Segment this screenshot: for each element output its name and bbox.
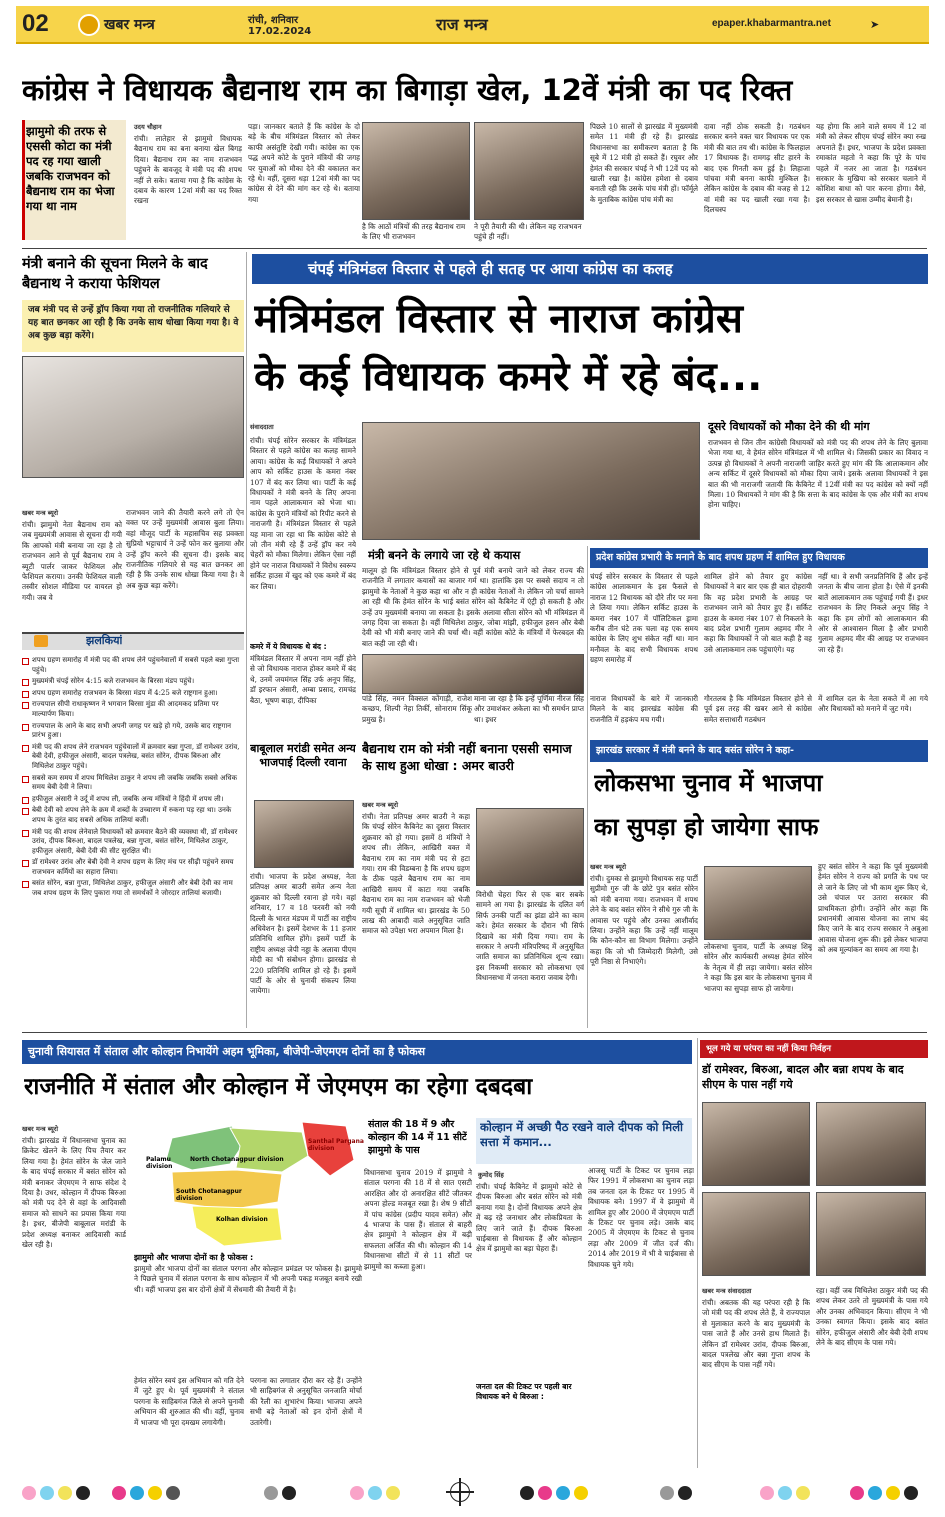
amar-headline: बैद्यनाथ राम को मंत्री नहीं बनाना एससी समाज के साथ हुआ धोखा : अमर बाउरी [362,741,572,773]
kolhan-headline: कोल्हान में अच्छी पैठ रखने वाले दीपक को मिली सत्ता में कमान... [480,1120,683,1149]
reg-mark [264,1486,278,1500]
top-headline: कांग्रेस ने विधायक बैद्यनाथ राम का बिगाड़ा खेल, 12वें मंत्री का पद रिक्त [22,73,793,107]
basant-byline: खबर मन्त्र ब्यूरो [590,863,627,871]
rameshwar-col-2: रहा। वहीं जब मिथिलेश ठाकुर मंत्री पद की शपथ लेकर उतरे तो मुख्यमंत्री के पास गये और उनका अभिवादन किया। सीएम ने भी उनका स्वागत किया। इसके बाद बसंत सोरेन, हफीजुल अंसारी और बेबी देवी शपथ लेने के बाद सीएम के पास गये। [816,1286,928,1348]
highlights-header [22,632,244,650]
reg-mark [166,1486,180,1500]
amar-byline: खबर मन्त्र ब्यूरो [362,801,399,809]
reg-mark [850,1486,864,1500]
reg-mark [574,1486,588,1500]
list-item: शपथ ग्रहण समारोह में मंत्री पद की शपथ लेने पहुंचनेवालों में सबसे पहले बन्ना गुप्ता पहुंचे। [22,656,244,675]
main-kicker-band: चंपई मंत्रिमंडल विस्तार से पहले ही सतह पर आया कांग्रेस का कलह [252,254,928,284]
map-label-north: North Chotanagpur division [190,1156,284,1163]
santhal-col-4: परगना का लगातार दौरा कर रहे हैं। उन्होंने भी साहिबगंज से अनुसूचित जनजाति मोर्चा की रैली का शुभारंभ किया। भाजपा अपने सभी बड़े नेताओं को इन दोनों क्षेत्रों में उतारेगी। [250,1376,362,1427]
basant-headline-2: का सुपड़ा हो जायेगा साफ [594,813,819,841]
kolhan-col-1: रांची। चंपई कैबिनेट में झामुमो कोटे से दीपक बिरुआ और बसंत सोरेन को मंत्री बनाया गया है। दोनों विधायक अपने क्षेत्र में बढ़ रहे जनाधार और लोकप्रियता के लिए जाने जाते हैं। दीपक बिरुआ चाईबासा से विधायक हैं और कोल्हान क्षेत्र में झामुमो का बड़ा चेहरा हैं। [476,1182,582,1254]
reg-mark [368,1486,382,1500]
babulal-photo [254,800,354,868]
top-byline: उदय चौहान [134,123,162,131]
reg-mark [148,1486,162,1500]
santhal-col-3: हेमंत सोरेन स्वयं इस अभियान को गति देने में जुटे हुए थे। पूर्व मुख्यमंत्री ने संताल परगना के साहिबगंज जिले से अपने चुनावी अभियान की शुरुआत की थी। वहीं, चुनाव में भाजपा भी पूरा दमखम लगायेगी। [134,1376,244,1427]
oath-photo-2 [816,1102,926,1186]
jharkhand-map [132,1116,362,1250]
main-photo [362,422,700,540]
list-item: डॉ रामेश्वर उरांव और बेबी देवी ने शपथ ग्रहण के लिए मंच पर सीढ़ी पहुंचने समय राजभवन कर्मियों का सहारा लिया। [22,858,244,877]
divider-mid [22,1032,927,1033]
top-quote: झामुमो की तरफ से एससी कोटा का मंत्री पद रह गया खाली जबकि राजभवन को बैद्यनाथ राम का भेजा गया था नाम [26,124,115,213]
rule [587,546,588,1028]
highlights-title: झलकियां [86,634,123,647]
pradesh-col-5: गौरतलब है कि मंत्रिमंडल विस्तार होने से पूर्व इस तरह की खबर आने से कांग्रेस समेत सत्ताधारी गठबंधन [704,694,812,724]
reg-mark [22,1486,36,1500]
cursor-icon: ➤ [870,18,880,31]
list-item: बेबी देवी को शपथ लेने के क्रम में शब्दों के उच्चारण में रुकना पड़ रहा था। उनके शपथ के तुरंत बाद सबसे अधिक तालियां बजीं। [22,806,244,825]
rameshwar-byline: खबर मन्त्र संवाददाता [702,1287,752,1295]
pradesh-band: प्रदेश कांग्रेस प्रभारी के मनाने के बाद शपथ ग्रहण में शामिल हुए विधायक [590,548,928,568]
reg-mark [40,1486,54,1500]
map-label-palamu: Palamu division [146,1156,173,1170]
basant-photo [704,866,812,940]
section-name: राज मन्त्र [436,15,488,34]
crosshair-icon-v [459,1478,461,1506]
pradesh-col-1: चंपई सोरेन सरकार के विस्तार से पहले कांग्रेस आलाकमान के इस फैसले से नाराज 12 विधायक को दौरे तीर पर मना ले लिया गया। लेकिन सर्किट हाउस के कमरा नंबर 107 में पॉलिटिकल ड्रामा करीब तीन घंटे तक चला वह एक समय कांग्रेस के लिए शुभ संकेत नहीं था। मान मनौवल के बाद सभी विधायक शपथ ग्रहण समारोह में [590,572,698,665]
main-headline-1: मंत्रिमंडल विस्तार से नाराज कांग्रेस [254,296,743,342]
highlights-list [22,656,244,1018]
reg-mark [796,1486,810,1500]
reg-mark [660,1486,674,1500]
babulal-col: रांची। भाजपा के प्रदेश अध्यक्ष, नेता प्रतिपक्ष अमर बाउरी समेत अन्य नेता शुक्रवार को दिल्ली रवाना हो गये। वहां शनिवार, 17 व 18 फरवरी को नयी दिल्ली के भारत मंडपम में पार्टी का राष्ट्रीय अधिवेशन है। इसमें देशभर के 11 हजार प्रतिनिधि शामिल होंगे। इसमें पार्टी के राष्ट्रीय अध्यक्ष जेपी नड्डा के अलावा पीएम मोदी का भी संबोधन होगा। झारखंड से 220 प्रतिनिधि शामिल हो रहे हैं। इसमें पार्टी के ओर से चुनावी संकल्प लिया जायेगा। [250,872,356,996]
main-byline: संवाददाता [250,423,274,431]
list-item: मंत्री पद की शपथ लेनेवाले विधायकों को क्रमवार बैठने की व्यवस्था थी, डॉ रामेश्वर उरांव, दीपक बिरुआ, बादल पत्रलेख, बन्ना गुप्ता, बसंत सोरेन, मिथिलेश ठाकुर, हफीजुल अंसारी, बेबी देवी की सीट सुरक्षित थी। [22,828,244,857]
reg-mark [904,1486,918,1500]
seats-box-title: संताल की 18 में 9 और कोल्हान की 14 में 11 सीटें झामुमो के पास [368,1119,467,1156]
basant-kicker-band: झारखंड सरकार में मंत्री बनने के बाद बसंत सोरेन ने कहा- [590,740,928,762]
basant-caption: लोकसभा चुनाव, पार्टी के अध्यक्ष शिबू सोरेन और कार्यकारी अध्यक्ष हेमंत सोरेन के नेतृत्व में ही लड़ा जायेगा। बसंत सोरेन ने कहा कि इस बार के लोकसभा चुनाव में भाजपा का सुपड़ा साफ हो जायेगा। [704,942,812,993]
top-col-1: रांची। लातेहार से झामुमो विधायक बैद्यनाथ राम का बना बनाया खेल बिगड़ दिया। बैद्यनाथ राम का नाम राजभवन पहुंचने के बावजूद वे मंत्री पद की शपथ नहीं ले सके। बताया गया है कि कांग्रेस के दबाव के कारण 12वां मंत्री का पद रिक्त रखना [134,134,242,206]
top-col-2: पड़ा। जानकार बताते हैं कि कांग्रेस के दो बड़े के बीच मंत्रिमंडल विस्तार को लेकर काफी असंतुष्टि देखी गयी। कांग्रेस का एक पद्ध अपने कोटे के पुराने मंत्रियों की जगह पर युवाओं को मौका देने की वकालत कर रहे थे। वहीं, दूसरा धड़ा 12वां मंत्री का पद कांग्रेस से देने की मांग कर रहे थे। बताया गया [248,122,360,204]
main-caption-2: माना जा रहा है कि इन्हें पूर्णिमा नीरज सिंह और उमाशंकर अकेला का भी समर्थन प्राप्त था। इधर [474,694,584,724]
list-item: मुख्यमंत्री चंपई सोरेन 4:15 बजे राजभवन के बिरसा मंडप पहुंचे। [22,677,244,687]
top-photo-1 [362,122,470,220]
rameshwar-col-1: रांची। अबतक की यह परंपरा रही है कि जो मंत्री पद की शपथ लेते हैं, वे राज्यपाल से मुलाकात करने के बाद मुख्यमंत्री के पास जाते हैं और उनसे हाथ मिलाते हैं। लेकिन डॉ रामेश्वर उरांव, दीपक बिरुआ, बादल पत्रलेख और बन्ना गुप्ता शपथ के बाद सीएम के पास नहीं गये। [702,1298,810,1370]
facial-col-1: रांची। झामुमो नेता बैद्यनाथ राम को जब मुख्यमंत्री आवास से सूचना दी गयी कि आपको मंत्री बनाया जा रहा है तो राजभवन आने से पूर्व बैद्यनाथ राम ने ब्यूटी पार्लर जाकर फेशियल और फेशियल कराया। उनकी फेशियल वाली तस्वीर सोशल मीडिया पर वायरल हो गयी। जब वे [22,520,122,602]
list-item: राज्यपाल के आने के बाद सभी अपनी जगह पर खड़े हो गये, उसके बाद राष्ट्रगान प्रारंभ हुआ। [22,722,244,741]
santhal-byline: खबर मन्त्र ब्यूरो [22,1125,59,1133]
santhal-kicker-band: चुनावी सियासत में संताल और कोल्हान निभायेंगे अहम भूमिका, बीजेपी-जेएमएम दोनों का है फोकस [22,1040,692,1064]
santhal-col-2: झामुमो और भाजपा दोनों का संताल परगना और कोल्हान प्रमंडल पर फोकस है। झामुमो ने पिछले चुनाव में संताल परगना के साथ कोल्हान में भी अपनी पकड़ मजबूत बनाये रखी थी। वहीं भाजपा इस बार दोनों क्षेत्रों में सेंधमारी की तैयारी में है। [134,1264,362,1294]
reg-mark [886,1486,900,1500]
top-caption-2: ने पूरी तैयारी की थी। लेकिन वह राजभवन पहुंचे ही नहीं। [474,222,582,241]
rameshwar-kicker-band: भूल गये या परंपरा का नहीं किया निर्वहन [700,1040,928,1058]
reg-mark [76,1486,90,1500]
reg-mark [350,1486,364,1500]
top-col-5: यह होगा कि आने वाले समय में 12 वां मंत्री को लेकर सीएम चंपई सोरेन क्या रुख अपनाते हैं। इधर, भाजपा के प्रदेश प्रवक्ता रमाकांत महतो ने कहा कि पूरे के पांच पहले में नजर आ जाता है। गठबंधन सरकार के मुखिया को सरकार चलाने में कोशिश बाधा को पार करना होगा। वैसे, इस सरकार से खास उम्मीद बेमानी है। [816,122,926,204]
main-sub-2: मंत्री बनने के लगाये जा रहे थे कयास [368,548,521,562]
epaper-link[interactable]: epaper.khabarmantra.net [712,18,831,29]
kolhan-subhead: जनता दल की टिकट पर पहली बार विधायक बने थे बिरुआ : [476,1382,572,1401]
others-col: राजभवन से जिन तीन कांग्रेसी विधायकों को मंत्री पद की शपथ लेने के लिए बुलावा भेजा गया था, वे हेमंत सोरेन मंत्रिमंडल में भी शामिल थे। जिसकी प्रकार का विवाद न उत्पन्न हो विधायकों ने अपनी नाराजगी जाहिर करते हुए मांग की कि आलाकमान और अन्य सर्किट में दूसरे विधायकों को मौका दिया जाये। इसके अलावा विधायकों ने इस बात की भी नाराजगी जतायी कि कैबिनेट में 12वीं मंत्री का पद कांग्रेस को क्यों नहीं मिला। 10 विधायकों ने मांग की है कि सत्ता के बाद कांग्रेस के एक और मंत्री का शपथ होना चाहिए। [708,438,928,510]
pradesh-col-4: नाराज विधायकों के बारे में जानकारी मिलने के बाद झारखंड कांग्रेस की राजनीति में हड़कंप मच गयी। [590,694,698,724]
santhal-headline: राजनीति में संताल और कोल्हान में जेएमएम का रहेगा दबदबा [24,1074,533,1100]
list-item: बसंत सोरेन, बन्ना गुप्ता, मिथिलेश ठाकुर, हफीजुल अंसारी और बेबी देवी का नाम जब शपथ ग्रहण के लिए पुकारा गया तो समर्थकों ने जोरदार तालियां बजायी। [22,879,244,898]
top-col-3: पिछले 10 सालों से झारखंड में मुख्यमंत्री समेत 11 मंत्री ही रहे हैं। झारखंड विधानसभा का समीकरण बताता है कि सूबे में 12 मंत्री हो सकते हैं। रघुवर और हेमंत की सरकार चंपई ने भी 12वें पद को खाली रखा है। कांग्रेस हमेशा से दबाव बनाती रही कि उसके पांच मंत्री हों। फॉर्मूले के मुताबिक कांग्रेस पांच मंत्री का [590,122,698,204]
issue-date: 17.02.2024 [248,26,312,37]
pradesh-col-3: नहीं था। वे सभी जनप्रतिनिधि हैं और इन्हें जनता के बीच जाना होता है। ऐसे में इनकी बातें आलाकमान तक पहुंचाई गयी हैं। इधर राजभवन के लिए निकले अनूप सिंह ने कहा कि हम लोगों को आलाकमान की ओर से आश्वासन मिला है और प्रभारी गुलाम अहमद मीर की आग्रह पर राजभवन जा रहे हैं। [818,572,928,654]
rule [246,252,247,1028]
reg-mark [282,1486,296,1500]
main-col-1b: मंत्रिमंडल विस्तार में अपना नाम नहीं होने से जो विधायक नाराज होकर कमरे में बंद थे, उनमें जयमंगल सिंह उर्फ अनूप सिंह, डॉ इरफान अंसारी, अम्बा प्रसाद, रामचंद्र बैठा, भूषण बाड़ा, दीपिका [250,654,356,705]
seats-box-col: विधानसभा चुनाव 2019 में झामुमो ने संताल परगना की 18 में से सात एसटी आरक्षित और दो अनारक्षित सीटें जीतकर अपना होल्ड मजबूत रखा है। शेष 9 सीटों में पांच कांग्रेस (प्रदीप यादव समेत) और 4 भाजपा के पास हैं। संताल से बाहरी क्षेत्र झामुमो ने कोल्हान क्षेत्र में बढ़ी सफलता अर्जित की थी। कोल्हान की 14 विधानसभा सीटों में से 11 सीटों पर झामुमो का कब्जा हुआ। [364,1168,472,1271]
list-item: शपथ ग्रहण समारोह राजभवन के बिरसा मंडप में 4:25 बजे राष्ट्रगान हुआ। [22,689,244,699]
facial-photo [22,356,244,478]
reg-mark [58,1486,72,1500]
page-number: 02 [22,10,49,37]
basant-headline-1: लोकसभा चुनाव में भाजपा [594,769,823,797]
amar-photo [476,808,584,886]
facial-col-2: राजभवन जाने की तैयारी करने लगे तो ऐन वक्त पर उन्हें मुख्यमंत्री आवास बुला लिया। वहां मौजूद पार्टी के महासचिव सह प्रवक्ता सुप्रियो भट्टाचार्य ने उन्हें फोन कर बुलाया और उन्हें ड्रॉप करने की सूचना दी। इसके बाद राजनीतिक गलियारे से यह बात छनकर आ रही है कि उनके साथ धोखा किया गया है। वे अब कुछ बड़ा करेंगे। [126,508,244,590]
list-item: राज्यपाल सीपी राधाकृष्णन ने भगवान बिरसा मुंडा की आदमकद प्रतिमा पर माल्यार्पण किया। [22,700,244,719]
babulal-headline: बाबूलाल मरांडी समेत अन्य भाजपाई दिल्ली रवाना [250,742,356,769]
amar-col-2: विरोधी चेहरा फिर से एक बार सबके सामने आ गया है। झारखंड के दलित वर्ग सिर्फ उनकी पार्टी का झंडा ढोने का काम करे। हेमंत सरकार के दौरान भी सिर्फ दिखावे का मंत्री दिया गया। राम के सरकार ने अपनी मंत्रिपरिषद में अनुसूचित जाति समाज का प्रतिनिधित्व शून्य रखा। इस निकम्मी सरकार को लोकसभा एवं विधानसभा में जनता करारा जवाब देगी। [476,890,584,983]
kolhan-col-2: आजसू पार्टी के टिकट पर चुनाव लड़ा फिर 1991 में लोकसभा का चुनाव लड़ा तब जनता दल के टिकट पर 1995 में विधायक बने। 1997 में वे झामुमो में शामिल हुए और 2000 में जेएमएम पार्टी के टिकट पर चुनाव लड़े। उसके बाद 2005 में जेएमएम के टिकट से चुनाव लड़ा और 2009 में जीत दर्ज की। 2014 और 2019 में भी वे चाईबासा से विधायक चुने गये। [588,1166,694,1269]
main-sub-1: कमरे में ये विधायक थे बंद : [250,642,327,651]
oath-photo-1 [702,1102,810,1186]
oath-photo-4 [816,1192,926,1276]
main-photo-2 [362,654,584,694]
reg-mark [556,1486,570,1500]
rule [697,1038,698,1468]
main-headline-2: के कई विधायक कमरे में रहे बंद... [254,354,763,400]
brand-logo-icon [78,14,100,36]
rameshwar-headline: डॉ रामेश्वर, बिरुआ, बादल और बन्ना शपथ के बाद सीएम के पास नहीं गये [702,1063,904,1091]
brand-name: खबर मन्त्र [104,17,155,33]
top-col-4: दावा नहीं ठोक सकती है। गठबंधन सरकार बनने वक्त चार विधायक पर एक मंत्री की बात तय थी। कांग्रेस के फिलहाल 17 विधायक हैं। रामगढ़ सीट हारने के बाद एक गिनती कम हुई है। लिहाजा पांचवा मंत्री बनना काफी मुश्किल है। लेकिन कांग्रेस के दबाव की वजह से 12 वां मंत्री का पद खाली रखा गया है। दिलचस्प [704,122,810,215]
pradesh-col-2: शामिल होने को तैयार हुए कांग्रेस विधायकों ने बार बार एक ही बात दोहरायी कि वह प्रदेश प्रभारी के आग्रह पर राजभवन जाने को तैयार हुए हैं। सर्किट हाउस के कमरा नंबर 107 से निकलने के बाद प्रदेश प्रभारी गुलाम अहमद मीर ने कहा कि विधायकों ने जो बात कही है वह उसे आलाकमान तक पहुंचाएंगे। यह [704,572,812,654]
list-item: हफीजुल अंसारी ने उर्दू में शपथ ली, जबकि अन्य मंत्रियों ने हिंदी में शपथ ली। [22,795,244,805]
map-label-south: South Chotanagpur division [176,1188,242,1202]
basant-col-2: हुए बसंत सोरेन ने कहा कि पूर्व मुख्यमंत्री हेमंत सोरेन ने राज्य को प्रगति के पथ पर ले जाने के लिए जो भी काम शुरू किए थे, उसे चंपाल पर उतारा सरकार की प्राथमिकता होगी। उन्होंने ओर कहा कि प्रधानमंत्री आवास योजना का लाभ बंद किए जाने के बाद राज्य सरकार ने अबुआ आवास योजना शुरू की। इसे लेकर भाजपा को अब मूल्यांकन का समय आ गया है। [818,862,928,955]
kolhan-byline: कुमोद सिंह [478,1171,504,1179]
amar-col-1: रांची। नेता प्रतिपक्ष अमर बाउरी ने कहा कि चंपई सोरेन कैबिनेट का दूसरा विस्तार शुक्रवार को हो गया। इसमें 8 मंत्रियों ने शपथ ली। लेकिन, आखिरी वक्त में बैद्यनाथ राम का नाम मंत्री पद से हटा गया। राम की विडम्बना है कि शपथ ग्रहण के ठीक पहले बैद्यनाथ राम का नाम आखिरी समय में काटा गया जबकि बैद्यनाथ राम का नाम राजभवन को भेजी गयी सूची में शामिल था। झारखंड के 50 लाख की आबादी वाले अनुसूचित जाति समाज को उपेक्षा भरा अपमान मिला है। [362,812,470,936]
map-label-santhal: Santhal Pargana division [308,1138,364,1152]
reg-mark [112,1486,126,1500]
main-col-2: मालूम हो कि मंत्रिमंडल विस्तार होने से पूर्व मंत्री बनाये जाने को लेकर राज्य की राजनीति में लगातार कयासों का बाजार गर्म था। हालांकि इस पर सबसे सदाय न तो झामुमो के नेताओं ने कुछ कहा था और न ही कांग्रेस नेताओं ने। लेकिन जो चर्चा सामने आ रही थी कि हेमंत सोरेन के भाई बसंत सोरेन को कैबिनेट में एंट्री हो सकती है और उन्हें उप मुख्यमंत्री बनाया जा सकता है। इसके अलावा सीता सोरेन को भी मंत्रिमंडल में जगह दिया जा सकता है। वहीं मिथिलेश ठाकुर, जोबा मांझी, हफीजुल हसन और बेबी देवी को भी मंत्री बनाए जाने की चर्चा थी। वहीं कांग्रेस कोटे के मंत्रियों में फेरबदल की बात कही जा रही थी। [362,566,584,648]
list-item: मंत्री पद की शपथ लेने राजभवन पहुंचेवालों में क्रमवार बन्ना गुप्ता, डॉ रामेश्वर उरांव, बेबी देवी, हफीजुल अंसारी, बादल पत्रलेख, बसंत सोरेन, दीपक बिरुआ और मिथिलेश ठाकुर पहुंचे। [22,743,244,772]
reg-mark [678,1486,692,1500]
santhal-col-1: रांची। झारखंड में विधानसभा चुनाव का क्रिकेट खेलने के लिए पिच तैयार कर लिया गया है। हेमंत सोरेन के जेल जाने के बाद चंपई सरकार में बसंत सोरेन को मंत्री बनाकर जेएमएम ने साफ संदेश दे दिया है। उधर, कोल्हान में दीपक बिरुआ को मंत्री पद देने से वहां के आदिवासी समाज को साधने का प्रयास किया गया है। इधर, बीजेपी बाबूलाल मरांडी के प्रदेश अध्यक्ष बनाकर आदिवासी कार्ड खेल रही है। [22,1136,126,1250]
main-col-1: रांची। चंपई सोरेन सरकार के मंत्रिमंडल विस्तार से पहले कांग्रेस का कलह सामने आया। कांग्रेस के कई विधायकों ने अपने आप को सर्किट हाउस के कमरा नंबर 107 में बंद कर लिया था। पार्टी के कई विधायकों ने मंत्री बनने के लिए अपना नाम पहले आलाकमान को भेजा था। कांग्रेस के पुराने मंत्रियों को रिपीट करने से नाराजगी है। मंत्रिमंडल विस्तार से पहले यह माना जा रहा था कि कांग्रेस कोटे से जो तीन मंत्री रहे हैं उन्हें ड्रॉप कर नये चेहरों को मौका मिलेगा। लेकिन ऐसा नहीं होने पर नाराज विधायकों ने विरोध स्वरूप सर्किट हाउस में खुद को एक कमरे में बंद कर लिया। [250,436,356,591]
oath-photo-3 [702,1192,810,1276]
reg-mark [760,1486,774,1500]
reg-mark [778,1486,792,1500]
facial-byline: खबर मन्त्र ब्यूरो [22,509,59,517]
reg-mark [520,1486,534,1500]
santhal-subhead: झामुमो और भाजपा दोनों का है फोकस : [134,1253,254,1262]
reg-mark [386,1486,400,1500]
divider-top [22,248,927,249]
list-item: सबसे कम समय में शपथ मिथिलेश ठाकुर ने शपथ ली जबकि जबकि सबसे अधिक समय बेबी देवी ने लिया। [22,774,244,793]
city-day: रांची, शनिवार [248,15,299,26]
pradesh-col-6: में शामिल दल के नेता सकते में आ गये और विधायकों को मनाने में जुट गये। [818,694,928,714]
reg-mark [538,1486,552,1500]
top-caption-1: है कि आठों मंत्रियों की तरह बैद्यनाथ राम के लिए भी राजभवन [362,222,466,241]
map-label-kolhan: Kolhan division [216,1216,268,1223]
others-headline: दूसरे विधायकों को मौका देने की थी मांग [708,420,870,433]
main-caption: पांडे सिंह, नमन विक्सल कोंगाड़ी, राजेश कच्छप, शिल्पी नेहा तिर्की, सोनाराम सिंकू प्रमुख है। [362,694,472,724]
facial-quote: जब मंत्री पद से उन्हें ड्रॉप किया गया तो राजनीतिक गलियारे से यह बात छनकर आ रही है कि उनके साथ धोखा किया गया है। वे अब कुछ बड़ा करेंगे। [28,305,239,341]
facial-headline: मंत्री बनाने की सूचना मिलने के बाद बैद्यनाथ ने कराया फेशियल [22,256,208,292]
top-photo-2 [474,122,584,220]
basant-col-1: रांची। दुमका से झामुमो विधायक सह पार्टी सुप्रीमो गुरु जी के छोटे पुत्र बसंत सोरेन को मंत्री बनाया गया। राजभवन में शपथ लेने के बाद बसंत सोरेन ने सीधे गुरु जी के आवास पर पहुंचे और उनका आशीर्वाद लिया। उन्होंने कहा कि उन्हें नहीं मालूम कि कौन-कौन सा विभाग मिलेगा। उन्होंने कहा कि जो भी जिम्मेदारी मिलेगी, उसे पूरी निष्ठा से निभाएंगे। [590,874,698,967]
highlights-icon [34,635,48,647]
reg-mark [130,1486,144,1500]
reg-mark [868,1486,882,1500]
